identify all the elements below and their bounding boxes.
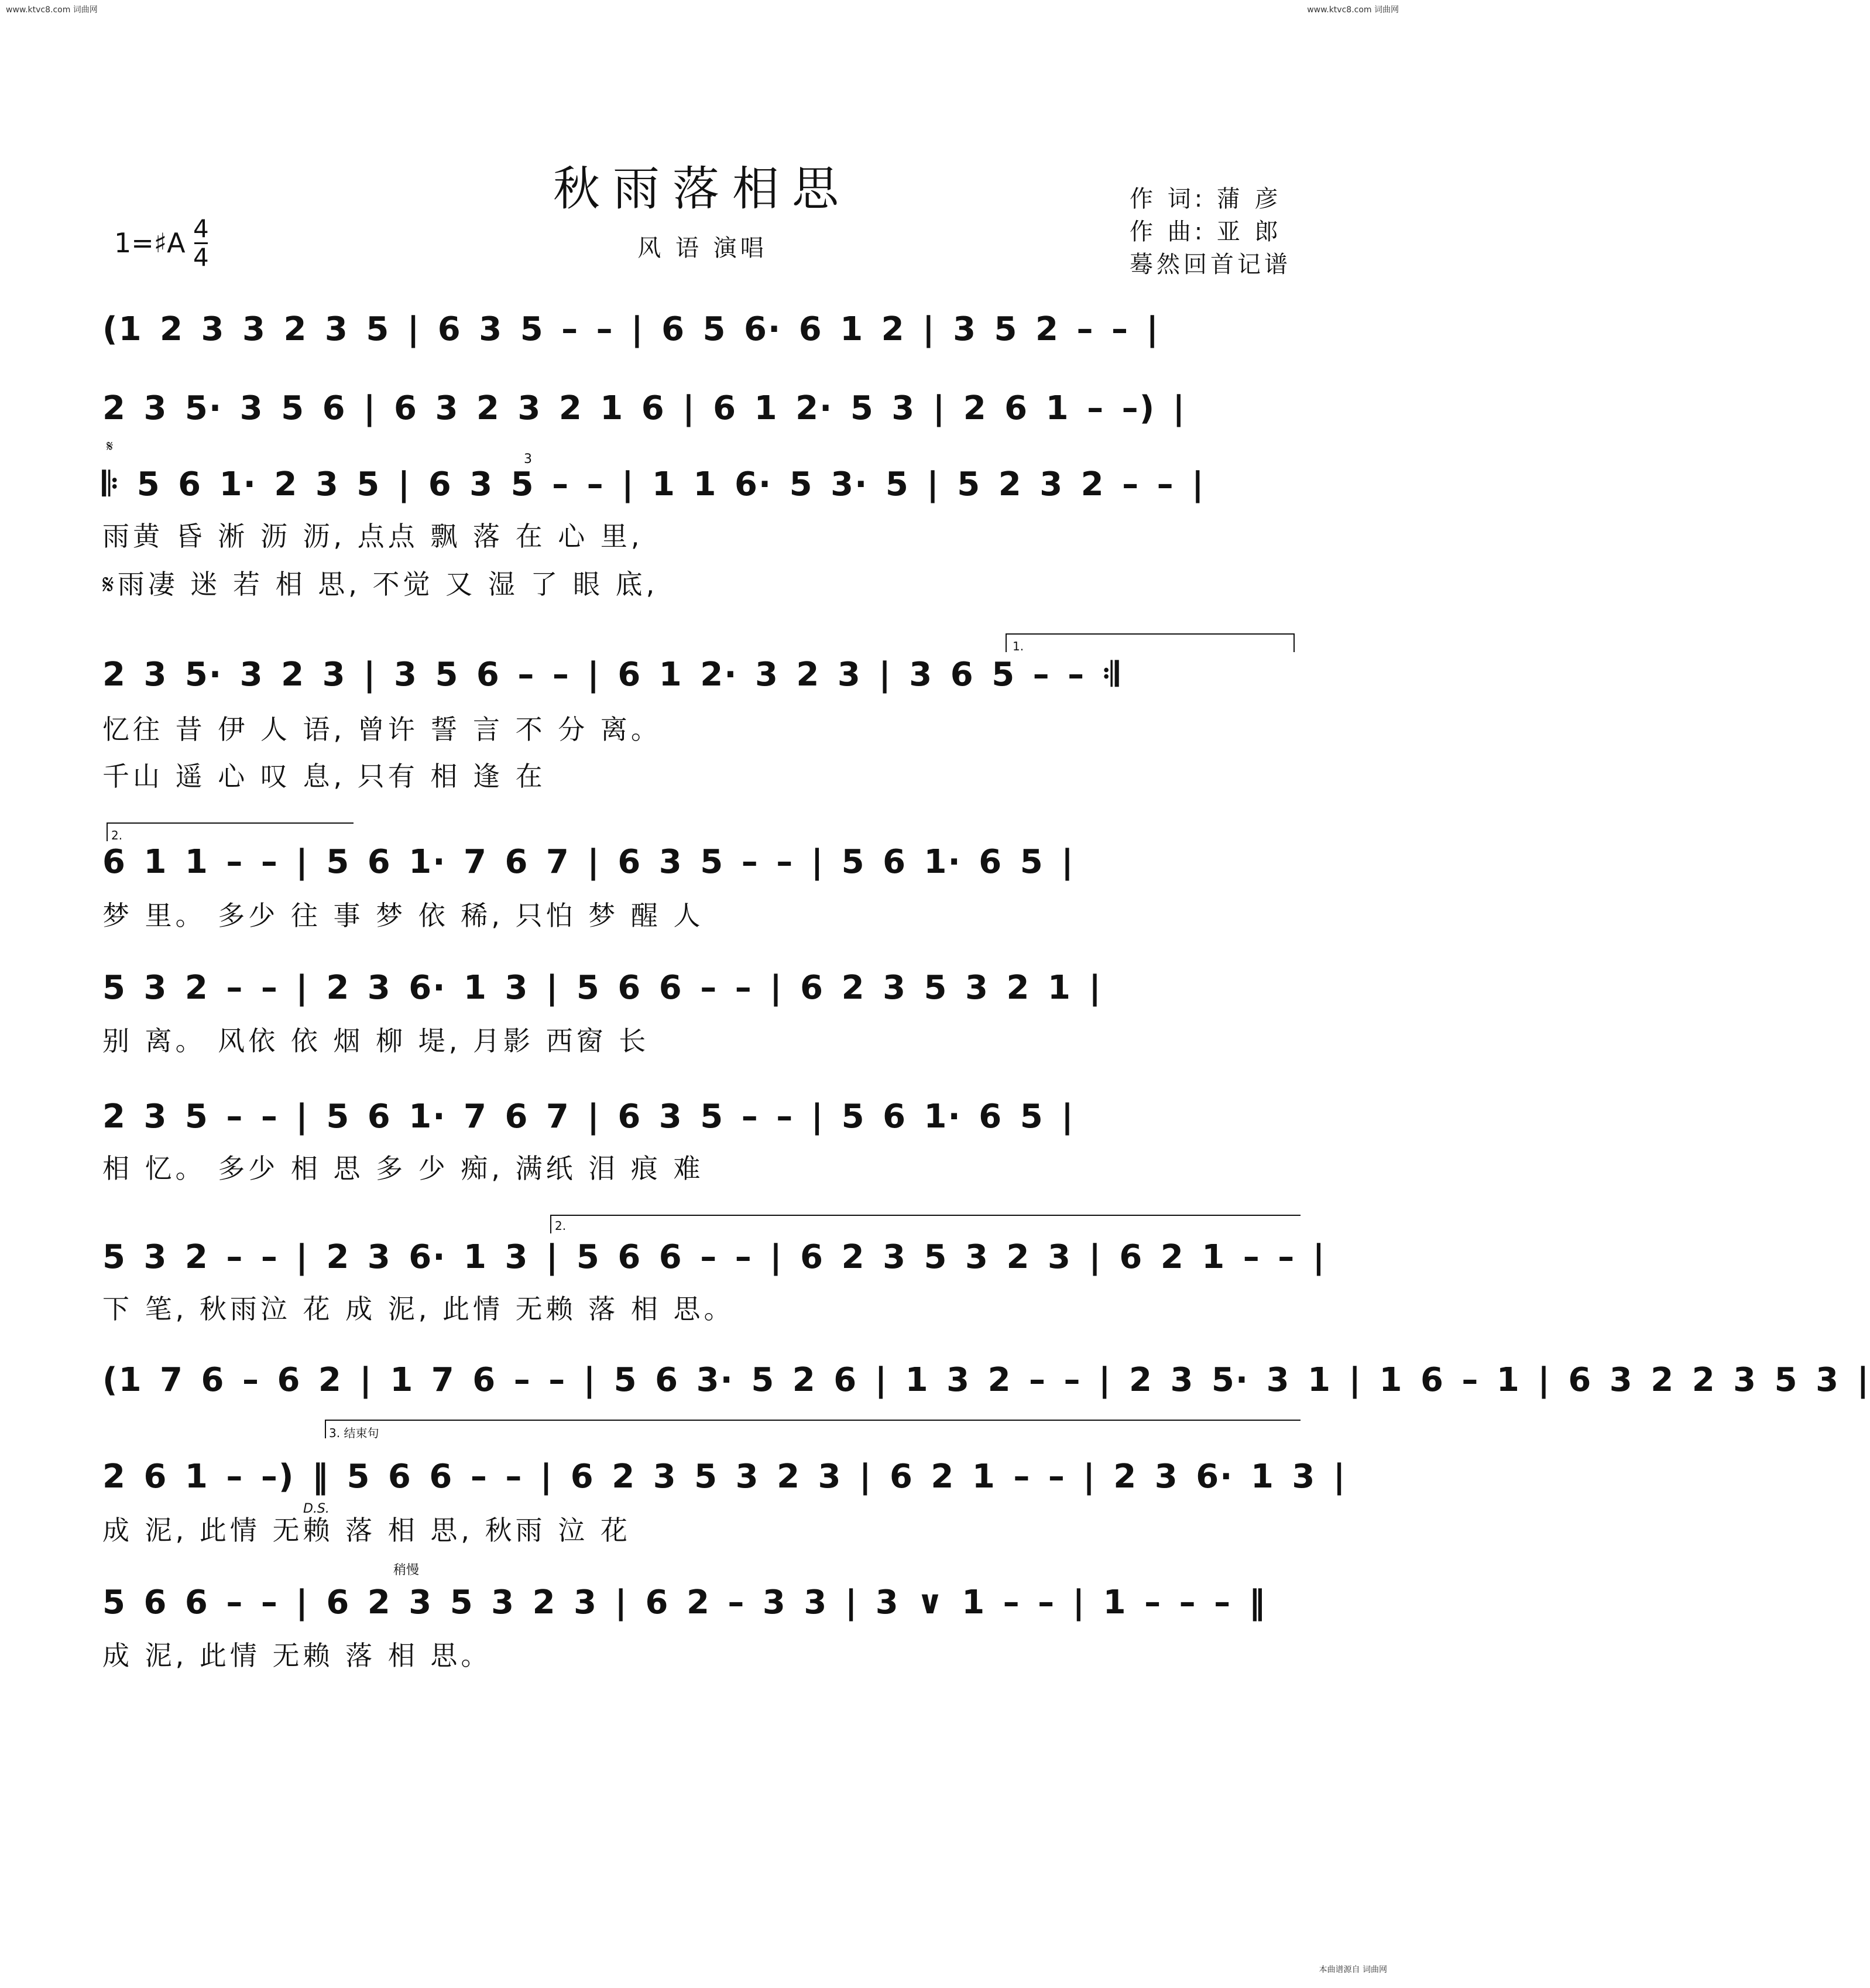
lyric-row-3-verse-1: 雨黄 昏 淅 沥 沥, 点点 飘 落 在 心 里, [102,520,643,552]
notation-row-11: 5 6 6 – – | 6 2 3 5 3 2 3 | 6 2 – 3 3 | 3 ∨ 1 – – | 1 – – – ‖ [102,1583,1267,1622]
ending-3-marker: 3. 结束句 [329,1426,379,1440]
notation-row-3: 𝄆 5 6 1· 2 3 5 | 6 3 5 – – | 1 1 6· 5 3· 5 | 5 2 3 2 – – | [102,465,1205,503]
transcriber-credit: 蓦然回首记谱 [1130,251,1291,278]
ending-2-marker: 2. [111,828,123,842]
ds-marker: D.S. [303,1502,330,1516]
notation-row-5: 6 1 1 – – | 5 6 1· 7 6 7 | 6 3 5 – – | 5 6 1· 6 5 | [102,843,1075,881]
footer-watermark: 本曲谱源自 词曲网 [1319,1965,1387,1975]
site-watermark-right: www.ktvc8.com 词曲网 [1307,5,1399,15]
ending-2-bracket [107,822,354,841]
lyric-row-4-verse-2: 千山 遥 心 叹 息, 只有 相 逢 在 [102,760,546,792]
lyric-row-3-verse-2: 𝄋雨凄 迷 若 相 思, 不觉 又 湿 了 眼 底, [102,568,658,600]
lyric-row-5: 梦 里。 多少 往 事 梦 依 稀, 只怕 梦 醒 人 [102,900,704,931]
notation-row-7: 2 3 5 – – | 5 6 1· 7 6 7 | 6 3 5 – – | 5 6 1· 6 5 | [102,1098,1075,1136]
ending-2b-marker: 2. [555,1219,567,1233]
lyric-row-10: 成 泥, 此情 无赖 落 相 思, 秋雨 泣 花 [102,1514,631,1546]
notation-row-1: (1 2 3 3 2 3 5 | 6 3 5 – – | 6 5 6· 6 1 2 | 3 5 2 – – | [102,310,1159,348]
lyric-row-4-verse-1: 忆往 昔 伊 人 语, 曾许 誓 言 不 分 离。 [102,714,661,745]
notation-row-2: 2 3 5· 3 5 6 | 6 3 2 3 2 1 6 | 6 1 2· 5 3 | 2 6 1 – –) | [102,389,1186,427]
notation-row-8: 5 3 2 – – | 2 3 6· 1 3 | 5 6 6 – – | 6 2 3 5 3 2 3 | 6 2 1 – – | [102,1238,1326,1276]
segno-marker: 𝄋 [107,438,114,455]
time-signature-bottom: 4 [193,243,209,272]
time-signature [193,215,209,271]
notation-row-4: 2 3 5· 3 2 3 | 3 5 6 – – | 6 1 2· 3 2 3 | 3 6 5 – – 𝄇 [102,656,1120,694]
lyric-row-11: 成 泥, 此情 无赖 落 相 思。 [102,1640,492,1671]
ending-1-marker: 1. [1013,639,1024,653]
time-signature-top: 4 [193,214,209,243]
song-title: 秋雨落相思 [553,162,852,216]
notation-row-10: 2 6 1 – –) ‖ 5 6 6 – – | 6 2 3 5 3 2 3 | 6 2 1 – – | 2 3 6· 1 3 | [102,1458,1347,1496]
lyric-row-7: 相 忆。 多少 相 思 多 少 痴, 满纸 泪 痕 难 [102,1153,704,1184]
composer-credit: 作 曲: 亚 郎 [1130,218,1282,245]
ending-2b-bracket [550,1215,1301,1233]
grace-marker: 3 [524,452,532,467]
tempo-slow-marker: 稍慢 [393,1563,420,1578]
lyric-row-6: 别 离。 风依 依 烟 柳 堤, 月影 西窗 长 [102,1025,650,1057]
notation-row-9: (1 7 6 – 6 2 | 1 7 6 – – | 5 6 3· 5 2 6 | 1 3 2 – – | 2 3 5· 3 1 | 1 6 – 1 | 6 3 2 2 3 5 3 | [102,1361,1870,1399]
lyric-row-8: 下 笔, 秋雨泣 花 成 泥, 此情 无赖 落 相 思。 [102,1293,735,1325]
lyricist-credit: 作 词: 蒲 彦 [1130,186,1282,212]
notation-row-6: 5 3 2 – – | 2 3 6· 1 3 | 5 6 6 – – | 6 2 3 5 3 2 1 | [102,969,1102,1007]
ending-3-bracket [325,1420,1301,1438]
key-signature: 1=♯A [114,227,186,259]
ending-1-bracket [1006,633,1295,652]
site-watermark-left: www.ktvc8.com 词曲网 [6,5,98,15]
performer: 风 语 演唱 [637,235,767,262]
